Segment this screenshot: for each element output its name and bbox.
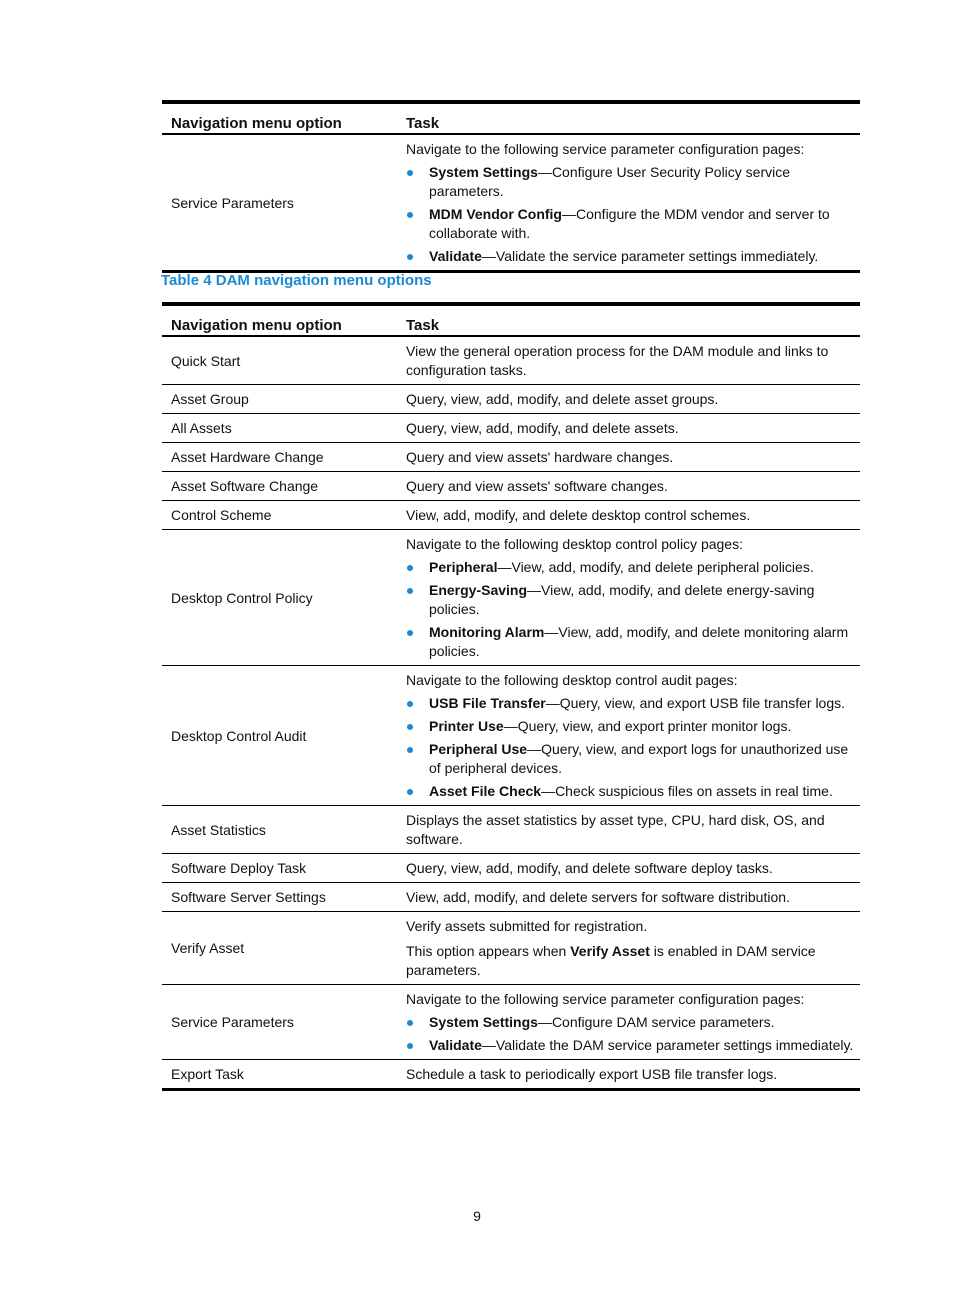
bullet-item (406, 558, 854, 577)
bullet-desc: —View, add, modify, and delete energy-saving policies. (429, 582, 815, 617)
row-option: Desktop Control Policy (171, 589, 313, 606)
row-option: Verify Asset (171, 940, 245, 956)
table-header-row (162, 102, 860, 134)
row-option: Desktop Control Audit (171, 727, 307, 744)
bullet-icon (407, 588, 413, 594)
row-option: Asset Software Change (171, 478, 319, 494)
table-row (162, 530, 860, 666)
row-task: Query and view assets' software changes. (406, 478, 668, 494)
bullet-desc: —Configure User Security Policy service parameters. (429, 164, 791, 199)
row-option: Software Server Settings (171, 889, 326, 905)
task-bullet-list (406, 163, 854, 266)
table-row (162, 472, 860, 501)
bullet-item (406, 1013, 854, 1032)
bullet-desc: —Query, view, and export printer monitor logs. (503, 718, 792, 734)
row-option: Asset Statistics (171, 821, 266, 838)
row-task (397, 134, 860, 272)
bullet-icon (407, 789, 413, 795)
table-row (162, 336, 860, 385)
bullet-desc: —View, add, modify, and delete monitoring alarm policies. (429, 624, 849, 659)
row-option: Software Deploy Task (171, 860, 307, 876)
bullet-term: Energy-Saving (429, 582, 528, 598)
row-option: Export Task (171, 1066, 244, 1082)
dam-navigation-table (162, 302, 860, 1091)
row-task: Query, view, add, modify, and delete asset groups. (406, 391, 719, 407)
bullet-item (406, 694, 854, 713)
task-bullet-list (406, 694, 854, 801)
row-option: Quick Start (171, 352, 241, 369)
bullet-item (406, 717, 854, 736)
bullet-icon (407, 254, 413, 260)
row-option: Service Parameters (171, 194, 294, 211)
table-row (162, 985, 860, 1060)
bullet-icon (407, 747, 413, 753)
bullet-icon (407, 170, 413, 176)
row-task (397, 912, 860, 985)
bullet-desc: —Query, view, and export logs for unauthorized use of peripheral devices. (429, 741, 849, 776)
table-row (162, 854, 860, 883)
bullet-item (406, 740, 854, 778)
service-parameters-table (162, 100, 860, 273)
header-task: Task (406, 115, 440, 132)
row-task: Query, view, add, modify, and delete assets. (406, 420, 679, 436)
table-caption: Table 4 DAM navigation menu options (161, 272, 432, 289)
row-task: View the general operation process for the DAM module and links to configuration tasks. (406, 343, 829, 378)
bullet-item (406, 247, 854, 266)
bullet-desc: —Validate the service parameter settings immediately. (481, 248, 819, 264)
bullet-term: Validate (429, 1037, 482, 1053)
header-option: Navigation menu option (171, 317, 342, 334)
bullet-term: System Settings (429, 164, 538, 180)
bullet-icon (407, 212, 413, 218)
bullet-icon (407, 565, 413, 571)
bullet-icon (407, 701, 413, 707)
row-option: Service Parameters (171, 1014, 294, 1030)
bullet-item (406, 1036, 854, 1055)
table-row (162, 806, 860, 854)
table-row (162, 883, 860, 912)
row-task (397, 530, 860, 666)
task-bullet-list (406, 558, 854, 661)
bullet-term: Asset File Check (429, 783, 542, 799)
table-row (162, 414, 860, 443)
bullet-icon (407, 630, 413, 636)
task-intro: Navigate to the following service parameter configuration pages: (406, 141, 805, 157)
row-task: Query, view, add, modify, and delete software deploy tasks. (406, 860, 773, 876)
bullet-term: Peripheral Use (429, 741, 528, 757)
bullet-term: Peripheral (429, 559, 498, 575)
bullet-desc: —Query, view, and export USB file transfer logs. (545, 695, 846, 711)
table-row (162, 1060, 860, 1090)
bullet-term: System Settings (429, 1014, 538, 1030)
row-task: Query and view assets' hardware changes. (406, 449, 674, 465)
task-note (406, 942, 854, 980)
row-task: View, add, modify, and delete servers for software distribution. (406, 889, 790, 905)
row-task: View, add, modify, and delete desktop control schemes. (406, 507, 751, 523)
task-intro: Navigate to the following service parameter configuration pages: (406, 991, 805, 1007)
bullet-term: USB File Transfer (429, 695, 546, 711)
table-row (162, 134, 860, 272)
note-bold: Verify Asset (570, 943, 650, 959)
row-task (397, 666, 860, 806)
bullet-desc: —Configure DAM service parameters. (537, 1014, 775, 1030)
bullet-desc: —Check suspicious files on assets in real time. (541, 783, 833, 799)
table-row (162, 501, 860, 530)
bullet-item (406, 163, 854, 201)
bullet-desc: —View, add, modify, and delete peripheral policies. (497, 559, 814, 575)
page-number: 9 (473, 1208, 481, 1224)
row-option: Asset Group (171, 391, 249, 407)
task-intro: Navigate to the following desktop control policy pages: (406, 536, 743, 552)
bullet-icon (407, 724, 413, 730)
table-header-row (162, 304, 860, 336)
table-row (162, 385, 860, 414)
note-pre: This option appears when (406, 943, 571, 959)
table-row (162, 912, 860, 985)
task-text: Verify assets submitted for registration. (406, 918, 648, 934)
bullet-desc: —Configure the MDM vendor and server to collaborate with. (429, 206, 830, 241)
table-row (162, 443, 860, 472)
bullet-term: MDM Vendor Config (429, 206, 562, 222)
note-post: is enabled in DAM service parameters. (406, 943, 816, 978)
row-task: Displays the asset statistics by asset type, CPU, hard disk, OS, and software. (406, 812, 825, 847)
bullet-item (406, 581, 854, 619)
row-option: All Assets (171, 420, 232, 436)
bullet-icon (407, 1020, 413, 1026)
bullet-item (406, 782, 854, 801)
bullet-item (406, 205, 854, 243)
row-option: Asset Hardware Change (171, 449, 324, 465)
row-option: Control Scheme (171, 507, 272, 523)
bullet-icon (407, 1043, 413, 1049)
header-option: Navigation menu option (171, 115, 342, 132)
bullet-term: Validate (429, 248, 482, 264)
bullet-term: Monitoring Alarm (429, 624, 545, 640)
bullet-term: Printer Use (429, 718, 504, 734)
bullet-desc: —Validate the DAM service parameter settings immediately. (481, 1037, 854, 1053)
table-row (162, 666, 860, 806)
bullet-item (406, 623, 854, 661)
row-task: Schedule a task to periodically export USB file transfer logs. (406, 1066, 778, 1082)
task-intro: Navigate to the following desktop control audit pages: (406, 672, 738, 688)
row-task (397, 985, 860, 1060)
task-bullet-list (406, 1013, 854, 1055)
header-task: Task (406, 317, 440, 334)
